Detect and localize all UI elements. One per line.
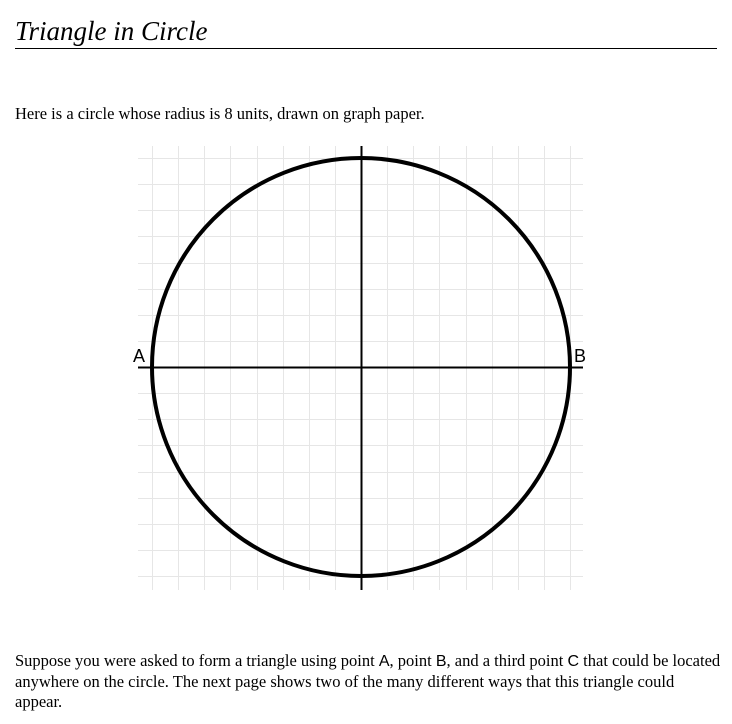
page-title: Triangle in Circle (15, 16, 208, 46)
point-b-ref: B (435, 653, 447, 670)
grid-lines (138, 146, 583, 590)
outro-paragraph (15, 651, 725, 712)
intro-paragraph: Here is a circle whose radius is 8 units, drawn on graph paper. (15, 104, 425, 123)
title-underline (15, 48, 717, 49)
circle (152, 158, 570, 576)
outro-text-2: , point (389, 651, 436, 670)
point-a-label: A (133, 346, 146, 366)
point-c-ref: C (567, 653, 580, 670)
outro-text-3: , and a third point (446, 651, 568, 670)
outro-text-4: that could be located anywhere on the circle. The next page shows two of the many different ways that this triangle could appear. (15, 651, 721, 711)
point-b-label: B (574, 346, 587, 366)
point-a-ref: A (378, 653, 390, 670)
outro-text-1: Suppose you were asked to form a triangle using point (15, 651, 379, 670)
